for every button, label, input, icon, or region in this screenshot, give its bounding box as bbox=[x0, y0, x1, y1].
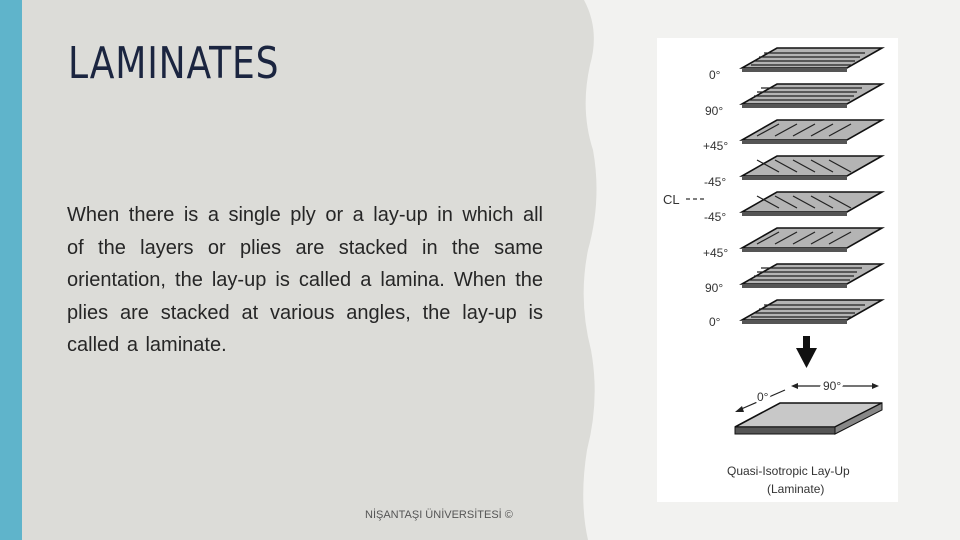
footer-copyright: NİŞANTAŞI ÜNİVERSİTESİ © bbox=[365, 509, 513, 521]
ply-label-6: +45° bbox=[703, 246, 729, 260]
ply-minus45-deg-lower bbox=[704, 192, 882, 224]
ply-90-deg-lower bbox=[705, 264, 882, 295]
ply-minus45-deg bbox=[704, 156, 882, 189]
angle-label-90: 90° bbox=[823, 379, 842, 393]
centerline-label: CL bbox=[663, 192, 680, 207]
ply-label-8: 0° bbox=[709, 315, 721, 329]
slide-title: LAMINATES bbox=[68, 38, 280, 89]
caption-line-1: Quasi-Isotropic Lay-Up bbox=[727, 464, 850, 478]
angle-label-0: 0° bbox=[757, 390, 769, 404]
ply-stack bbox=[703, 48, 882, 329]
ply-plus45-deg-lower bbox=[703, 228, 882, 260]
ply-label-4: -45° bbox=[704, 175, 727, 189]
ply-label-2: 90° bbox=[705, 104, 724, 118]
ply-plus45-deg bbox=[703, 120, 882, 153]
accent-bar bbox=[0, 0, 22, 540]
ply-0-deg-lower bbox=[709, 300, 882, 329]
laminate-figure bbox=[657, 38, 898, 502]
caption-line-2: (Laminate) bbox=[767, 482, 825, 496]
down-arrow-icon bbox=[796, 336, 817, 368]
laminate-plate bbox=[735, 403, 882, 434]
ply-label-3: +45° bbox=[703, 139, 729, 153]
ply-label-5: -45° bbox=[704, 210, 727, 224]
ply-0-deg bbox=[709, 48, 882, 82]
ply-90-deg bbox=[705, 84, 882, 118]
ply-label-7: 90° bbox=[705, 281, 724, 295]
slide-body-text: When there is a single ply or a lay-up in which all of the layers or plies are stacked in the same orientation, the lay-up is called a lamina. When the plies are stacked at various angles, the lay-up is called a laminate. bbox=[67, 204, 543, 356]
ply-label-1: 0° bbox=[709, 68, 721, 82]
